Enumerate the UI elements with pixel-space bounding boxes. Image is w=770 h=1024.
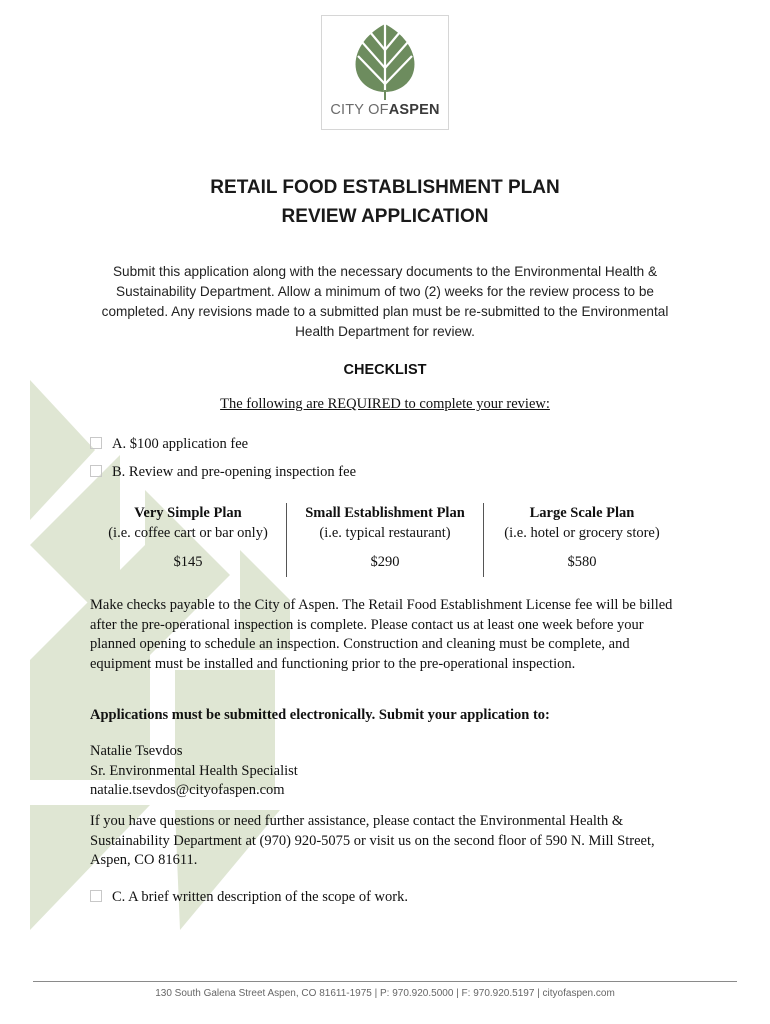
plan-name: Large Scale Plan: [529, 505, 635, 521]
plan-description: (i.e. hotel or grocery store): [504, 525, 660, 541]
plan-price: $580: [567, 554, 597, 570]
contact-email[interactable]: natalie.tsevdos@cityofaspen.com: [90, 782, 285, 798]
checklist-item-b: [90, 464, 356, 481]
checklist-heading: CHECKLIST: [343, 362, 427, 378]
footer-address: 130 South Galena Street Aspen, CO 81611-1975 | P: 970.920.5000 | F: 970.920.5197 | cityofaspen.com: [155, 988, 615, 999]
plan-description: (i.e. coffee cart or bar only): [108, 525, 268, 541]
plan-name: Small Establishment Plan: [305, 505, 465, 521]
checkbox-a[interactable]: [90, 437, 102, 449]
city-logo: [321, 15, 449, 130]
intro-paragraph: Submit this application along with the necessary documents to the Environmental Health & Sustainability Department. Allow a minimum of two (2) weeks for the review process to be completed. Any revisions made to a submitted plan must be re-submitted to the Environmental Health Department for review.: [101, 264, 669, 339]
checklist-item-c-label: C. A brief written description of the scope of work.: [112, 889, 408, 905]
checkbox-c[interactable]: [90, 890, 102, 902]
plan-price: $290: [370, 554, 400, 570]
contact-title: Sr. Environmental Health Specialist: [90, 762, 298, 779]
contact-block: [90, 742, 690, 801]
page-title-line1: RETAIL FOOD ESTABLISHMENT PLAN: [210, 177, 560, 198]
plan-description: (i.e. typical restaurant): [319, 525, 451, 541]
checklist-item-c: [90, 889, 408, 906]
logo-text-city-of: CITY OF: [330, 102, 389, 118]
checkbox-b[interactable]: [90, 465, 102, 477]
plan-large-scale: [483, 503, 680, 577]
logo-wordmark: [322, 102, 448, 118]
contact-name: Natalie Tsevdos: [90, 743, 183, 759]
plan-name: Very Simple Plan: [134, 505, 242, 521]
footer-divider: [33, 981, 737, 982]
plan-small-establishment: [286, 503, 483, 577]
plan-price: $145: [173, 554, 203, 570]
payment-paragraph: Make checks payable to the City of Aspen. The Retail Food Establishment License fee will be billed after the pre-operational inspection is complete. Please contact us at least one week before your planned opening to schedule an inspection. Construction and cleaning must be complete, and equipment must be installed and functioning prior to the pre-operational inspection.: [90, 597, 673, 672]
checklist-item-a: [90, 436, 248, 453]
submit-heading: Applications must be submitted electronically. Submit your application to:: [90, 707, 550, 723]
logo-text-aspen: ASPEN: [388, 102, 440, 118]
plan-very-simple: [90, 503, 286, 577]
fee-plans-table: [90, 503, 680, 577]
checklist-item-a-label: A. $100 application fee: [112, 436, 249, 452]
assistance-paragraph: If you have questions or need further assistance, please contact the Environmental Health & Sustainability Department at (970) 920-5075 or visit us on the second floor of 590 N. Mill Street, Aspen, CO 81611.: [90, 813, 655, 868]
aspen-leaf-icon: [350, 22, 420, 100]
checklist-item-b-label: B. Review and pre-opening inspection fee: [112, 464, 357, 480]
page-title-line2: REVIEW APPLICATION: [281, 206, 489, 227]
required-note: The following are REQUIRED to complete your review:: [220, 396, 550, 412]
